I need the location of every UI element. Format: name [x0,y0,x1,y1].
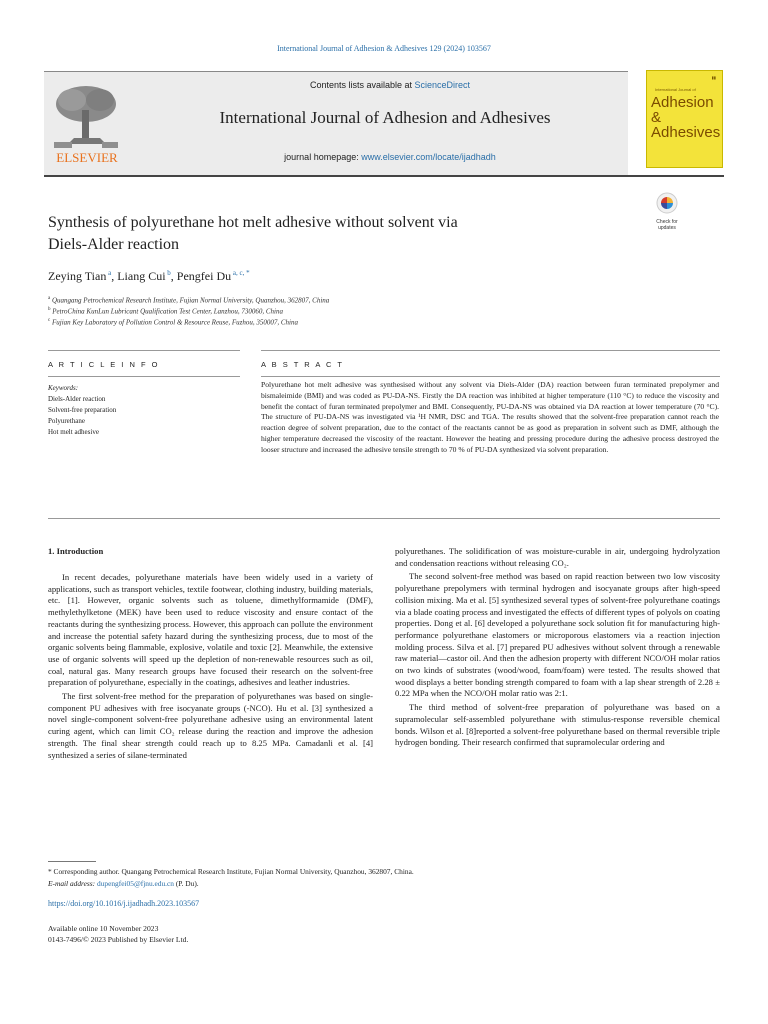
cover-subtitle: International Journal of [655,87,696,92]
title-line-1: Synthesis of polyurethane hot melt adhesive without solvent via [48,214,458,231]
elsevier-tree-icon [48,80,126,166]
affiliation: $^a$ Quangang Petrochemical Research Institute, Fujian Normal University, Quanzhou, 362807, China [48,296,330,305]
email-link[interactable]: dupengfei05@fjnu.edu.cn [97,879,174,888]
paragraph: The third method of solvent-free preparation of polyurethane was based on a supramolecular self-assembled polyurethane with stimulus-response reversible chemical bonds. Wilson et al. [8]reported a solvent-free polyurethane based on thermal reversible triple hydrogen bonding. Their research confirmed that supramolecular ordering and [395,702,720,748]
abstract-heading: A B S T R A C T [261,360,344,369]
author-affil-mark[interactable]: a [108,269,112,277]
header-top-rule [44,71,628,72]
doi-link[interactable]: https://doi.org/10.1016/j.ijadhadh.2023.103567 [48,899,200,908]
abstract-subrule [261,376,720,377]
keywords-label: Keywords: [48,384,79,392]
check-for-updates-button[interactable] [648,192,686,232]
homepage-link[interactable]: www.elsevier.com/locate/ijadhadh [361,152,496,162]
check-updates-label: Check for updates [656,219,678,231]
paragraph: In recent decades, polyurethane materials have been widely used in a variety of applications, such as transport vehicles, textile footwear, clothing industry, building materials, etc. [1]. However, organic solvents such as toluene, dimethylformamide (DMF), methylethylketone (MEK) have been used to reduce viscosity and ensure contact of the reactants during the synthesizing process. However, this approach can pollute the environment and increase the potential safety hazard during the synthesizing process, due to most of the organic solvents being flammable, explosive, volatile and toxic [2]. Meanwhile, the extensive use of organic solvents will speed up the depletion of non-renewable resources such as oil, coal, natural gas. Many research groups have focused their research on the solvent-free preparation of polyurethane, especially in the coatings, adhesives and leather industries. [48,572,373,688]
check-updates-icon [656,192,678,214]
journal-title: International Journal of Adhesion and Adhesives [219,108,551,127]
sciencedirect-link[interactable]: ScienceDirect [414,80,471,90]
paragraph: polyurethanes. The solidification of was moisture-curable in air, undergoing hydrolyzation and condensation reactions without releasing CO₂. [395,546,720,568]
author-list: Zeying Tian $^a$, Liang Cui $^b$, Pengfei Du $^{a, c, *}$ [48,269,250,283]
article-info-heading: A R T I C L E I N F O [48,360,160,369]
affiliation: $^b$ PetroChina KunLun Lubricant Qualification Test Center, Lanzhou, 730060, China [48,307,283,316]
affiliation: $^c$ Fujian Key Laboratory of Pollution Control & Resource Reuse, Fuzhou, 350007, China [48,318,299,327]
keyword: Solvent-free preparation [48,406,117,414]
article-title [48,212,608,256]
author-name[interactable]: Liang Cui [117,269,166,283]
journal-cover[interactable] [646,70,723,168]
paragraph: The second solvent-free method was based on rapid reaction between two low viscosity polyurethane prepolymers with terminal hydrogen and isocyanate groups after high-speed collision mixing. Ma et al. [5] synthesized several types of solvent-free polyurethane coatings via a blade coating process and investigated the effects of different types of polyols on coating properties. Dong et al. [6] developed a polyurethane sock solution fit for manufacturing high-performance polyurethane elastomers or microporous elastomers via a reaction injection molding process. Silva et al. [7] prepared PU adhesives without solvent through a renewable raw material—castor oil. And then the adhesion property with different NCO/OH molar ratios on two kinds of substrates (wood/wood, foam/foam) were tested. The results showed that wood displays a better bonding strength compared to foam with a lap shear strength of 2.28 ± 0.22 MPa when the NCO/OH molar ratio was 2:1. [395,571,720,699]
svg-text:ELSEVIER: ELSEVIER [56,150,118,165]
elsevier-logo [48,80,126,166]
keyword: Hot melt adhesive [48,428,99,436]
article-info-subrule [48,376,240,377]
cover-title: Adhesion & Adhesives [651,94,721,141]
paragraph: The first solvent-free method for the preparation of polyurethanes was based on single-component PU adhesives with free isocyanate groups (-NCO). Hu et al. [3] synthesized a novel single-component solvent-free polyurethane adhesive using an environmental latent curing agent, which can limit CO₂ release during the reaction and improve the adhesion strength. The final shear strength could reach up to 8.25 MPa. Camadanli et al. [4] synthesized a series of silane-terminated [48,691,373,760]
keyword-list [48,394,116,438]
availability-info [48,924,188,945]
author-name[interactable]: Pengfei Du [176,269,232,283]
corresponding-author-note: * Corresponding author. Quangang Petrochemical Research Institute, Fujian Normal University, Quanzhou, 362807, China. [48,867,414,876]
author-affil-mark[interactable]: a, c, * [232,269,250,277]
header-bottom-rule [44,175,724,177]
article-info-rule [48,350,240,351]
body-column-left [48,572,373,761]
author-name[interactable]: Zeying Tian [48,269,107,283]
journal-homepage: journal homepage: www.elsevier.com/locate/ijadhadh [284,152,496,162]
section-heading-introduction: 1. Introduction [48,546,104,556]
abstract-rule [261,350,720,351]
author-affil-mark[interactable]: b [167,269,171,277]
keyword: Polyurethane [48,417,85,425]
contents-available: Contents lists available at ScienceDirect [309,80,471,90]
footnote-rule [48,861,96,862]
title-line-2: Diels-Alder reaction [48,236,180,253]
abstract-text: Polyurethane hot melt adhesive was synthesised without any solvent via Diels-Alder (DA) reaction between furan terminated prepolymer and bismaleimide (BMI) and was coded as PU-DA-NS. Firstly the DA reaction was inhibited at higher temperature (110 °C) to reduce the viscosity and benefit the contact of furan terminated prepolymer and BMI. Consequently, PU-DA-NS was obtained via DA reaction at lower temperature (70 °C). The structure of PU-DA-NS was investigated via ¹H NMR, DSC and TGA. The results showed that the solvent-free preparation cannot reach the reaction degree of solvent preparation, due to the contact of the reactants cannot be as good as preparation in solvent such as DMF, although the higher temperature decreased the viscosity of the reactant. However the heating and pressing procedure during the adhesive process destroyed the looser structure and increased the adhesive tensile strength to 70 % of PU-DA synthesized via solvent preparation. [261,380,719,454]
abstract-bottom-rule [48,518,720,519]
keyword: Diels-Alder reaction [48,395,106,403]
email-line: E-mail address: dupengfei05@fjnu.edu.cn (P. Du). [48,879,199,888]
available-online: Available online 10 November 2023 [48,924,159,933]
journal-reference[interactable]: International Journal of Adhesion & Adhesives 129 (2024) 103567 [277,44,491,53]
copyright: 0143-7496/© 2023 Published by Elsevier Ltd. [48,934,189,944]
body-column-right [395,546,720,749]
cover-corner-mark: ▮▮ [711,75,716,80]
